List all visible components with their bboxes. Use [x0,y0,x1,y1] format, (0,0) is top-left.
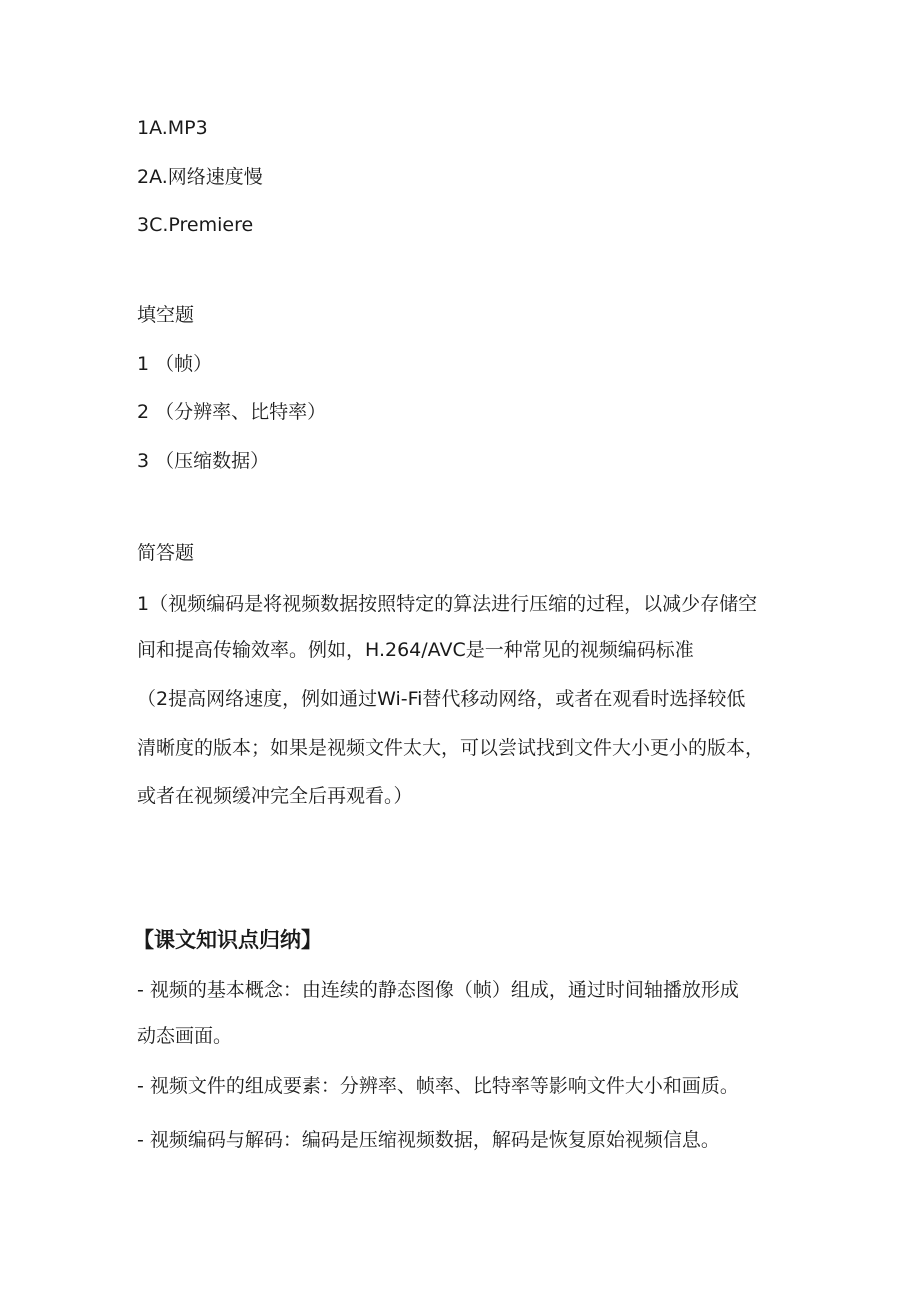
knowledge-title: 【课文知识点归纳】 [133,928,322,952]
knowledge-line-1: - 视频的基本概念：由连续的静态图像（帧）组成，通过时间轴播放形成 [137,979,739,1001]
choice-answer-2: 2A.网络速度慢 [137,166,263,188]
short-answer-line-4: 清晰度的版本；如果是视频文件太大，可以尝试找到文件大小更小的版本， [137,737,765,759]
knowledge-line-3: - 视频文件的组成要素：分辨率、帧率、比特率等影响文件大小和画质。 [137,1075,739,1097]
short-answer-title: 简答题 [137,542,195,564]
short-answer-line-1: 1（视频编码是将视频数据按照特定的算法进行压缩的过程，以减少存储空 [137,593,758,615]
fill-blank-item-3: 3 （压缩数据） [137,450,270,472]
short-answer-line-3: （2提高网络速度，例如通过Wi-Fi替代移动网络，或者在观看时选择较低 [137,688,746,710]
choice-answer-1: 1A.MP3 [137,117,208,139]
knowledge-line-4: - 视频编码与解码：编码是压缩视频数据，解码是恢复原始视频信息。 [137,1129,720,1151]
knowledge-line-2: 动态画面。 [137,1025,233,1047]
short-answer-line-2: 间和提高传输效率。例如，H.264/AVC是一种常见的视频编码标准 [137,639,694,661]
fill-blank-title: 填空题 [137,304,195,326]
short-answer-line-5: 或者在视频缓冲完全后再观看。） [137,785,413,807]
fill-blank-item-2: 2 （分辨率、比特率） [137,401,327,423]
choice-answer-3: 3C.Premiere [137,214,254,236]
fill-blank-item-1: 1 （帧） [137,353,213,375]
